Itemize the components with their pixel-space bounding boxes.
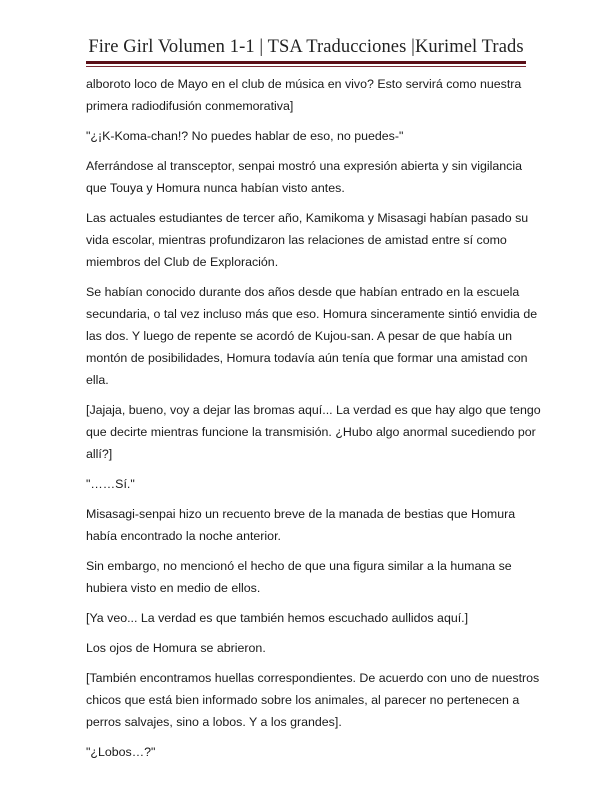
paragraph <box>86 125 528 147</box>
text-line: alboroto loco de Mayo en el club de música en vivo? Esto servirá como nuestra <box>86 77 522 91</box>
text-line: vida escolar, mientras profundizaron las relaciones de amistad entre sí como <box>86 233 507 247</box>
text-line: miembros del Club de Exploración. <box>86 255 279 269</box>
paragraph <box>86 667 540 733</box>
text-line: [Ya veo... La verdad es que también hemos escuchado aullidos aquí.] <box>86 611 469 625</box>
text-line: perros salvajes, sino a lobos. Y a los grandes]. <box>86 715 342 729</box>
paragraph <box>86 281 538 391</box>
paragraph <box>86 555 528 599</box>
text-line: Sin embargo, no mencionó el hecho de que una figura similar a la humana se <box>86 559 512 573</box>
text-line: "¿Lobos…?" <box>86 745 156 759</box>
text-line: Se habían conocido durante dos años desde que habían entrado en la escuela <box>86 285 520 299</box>
header-rule-thin <box>86 66 526 67</box>
text-line: las dos. Y luego de repente se acordó de Kujou-san. A pesar de que había un <box>86 329 512 343</box>
paragraph <box>86 73 528 117</box>
paragraph <box>86 399 541 465</box>
text-line: había encontrado la noche anterior. <box>86 529 281 543</box>
text-line: secundaria, o tal vez incluso más que eso. Homura sinceramente sintió envidia de <box>86 307 538 321</box>
text-line: chicos que está bien informado sobre los animales, al parecer no pertenecen a <box>86 693 520 707</box>
text-line: que decirte mientras funcione la transmisión. ¿Hubo algo anormal sucediendo por <box>86 425 536 439</box>
header-rule <box>86 61 526 64</box>
paragraph <box>86 607 528 629</box>
text-line: allí?] <box>86 447 113 461</box>
header-title: Fire Girl Volumen 1-1 | TSA Traducciones |Kurimel Trads <box>88 37 524 57</box>
paragraph <box>86 503 528 547</box>
paragraph <box>86 207 528 273</box>
text-line: hubiera visto en medio de ellos. <box>86 581 261 595</box>
paragraph <box>86 637 528 659</box>
paragraph <box>86 473 528 495</box>
text-line: [Jajaja, bueno, voy a dejar las bromas aquí... La verdad es que hay algo que tengo <box>86 403 541 417</box>
paragraph <box>86 155 528 199</box>
text-line: ella. <box>86 373 109 387</box>
text-line: Los ojos de Homura se abrieron. <box>86 641 266 655</box>
text-line: montón de posibilidades, Homura todavía aún tenía que formar una amistad con <box>86 351 528 365</box>
text-line: Aferrándose al transceptor, senpai mostró una expresión abierta y sin vigilancia <box>86 159 522 173</box>
paragraph <box>86 741 528 763</box>
text-line: que Touya y Homura nunca habían visto antes. <box>86 181 345 195</box>
text-line: "……Sí." <box>86 477 135 491</box>
document-body <box>86 73 541 771</box>
text-line: [También encontramos huellas correspondientes. De acuerdo con uno de nuestros <box>86 671 540 685</box>
text-line: Las actuales estudiantes de tercer año, Kamikoma y Misasagi habían pasado su <box>86 211 529 225</box>
text-line: "¿¡K-Koma-chan!? No puedes hablar de eso, no puedes-" <box>86 129 404 143</box>
text-line: primera radiodifusión conmemorativa] <box>86 99 294 113</box>
text-line: Misasagi-senpai hizo un recuento breve de la manada de bestias que Homura <box>86 507 516 521</box>
